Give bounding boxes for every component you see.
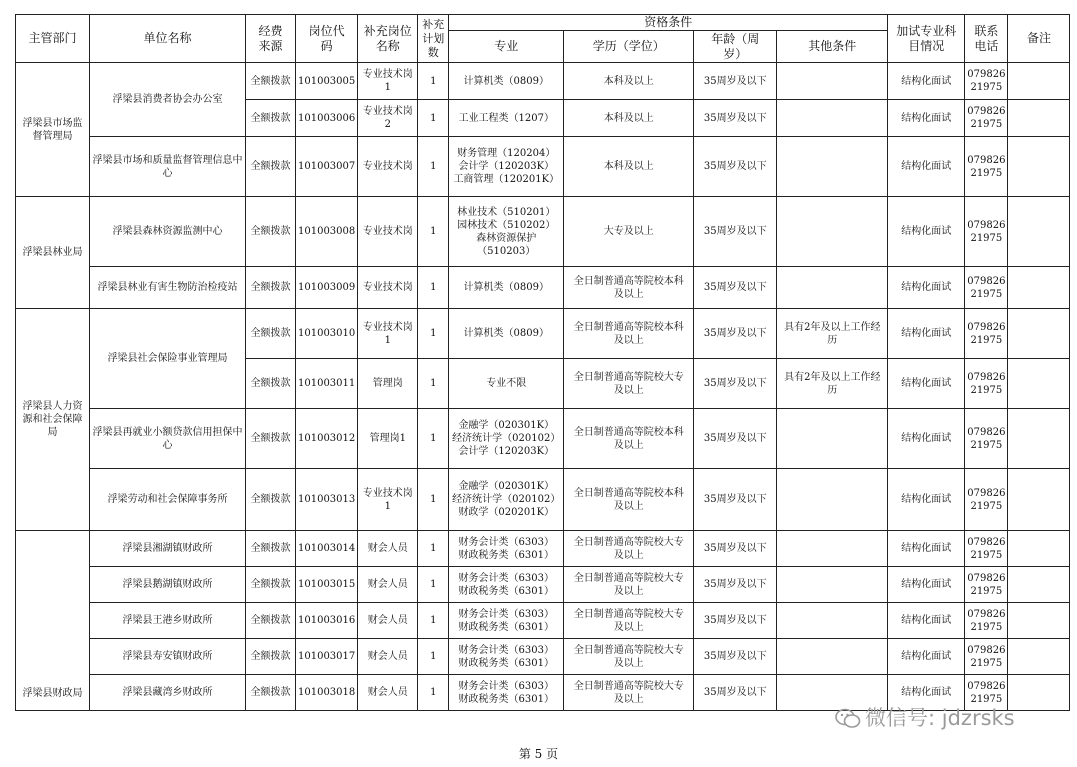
code-cell: 101003011 [296,359,358,409]
major-cell: 计算机类（0809） [449,309,564,359]
other-cell [777,603,888,639]
exam-cell: 结构化面试 [888,531,965,567]
other-cell [777,567,888,603]
watermark [835,702,1015,732]
fund-cell: 全额拨款 [246,531,296,567]
major-cell: 计算机类（0809） [449,63,564,100]
plan-cell: 1 [418,567,449,603]
remark-cell [1008,603,1070,639]
major-cell: 金融学（020301K） 经济统计学（020102） 财政学（020201K） [449,469,564,531]
age-cell: 35周岁及以下 [694,309,777,359]
code-cell: 101003010 [296,309,358,359]
post-cell: 财会人员 [358,567,418,603]
phone-cell: 079826 21975 [965,309,1008,359]
major-cell: 工业工程类（1207） [449,100,564,137]
plan-cell: 1 [418,359,449,409]
header-age: 年龄（周 岁） [694,31,777,63]
other-cell [777,197,888,267]
post-cell: 专业技术岗 [358,197,418,267]
post-cell: 专业技术岗 [358,137,418,197]
other-cell [777,100,888,137]
education-cell: 本科及以上 [564,63,694,100]
wechat-icon [835,708,861,730]
code-cell: 101003017 [296,639,358,675]
fund-cell: 全额拨款 [246,197,296,267]
post-cell: 专业技术岗 [358,267,418,309]
age-cell: 35周岁及以下 [694,63,777,100]
unit-cell: 浮梁县湘湖镇财政所 [90,531,246,567]
code-cell: 101003012 [296,409,358,469]
unit-cell: 浮梁县王港乡财政所 [90,603,246,639]
unit-cell: 浮梁县再就业小额贷款信用担保中心 [90,409,246,469]
remark-cell [1008,639,1070,675]
other-cell [777,63,888,100]
remark-cell [1008,63,1070,100]
education-cell: 大专及以上 [564,197,694,267]
education-cell: 本科及以上 [564,137,694,197]
code-cell: 101003018 [296,675,358,711]
post-cell: 专业技术岗 1 [358,469,418,531]
header-phone: 联系 电话 [965,15,1008,63]
fund-cell: 全额拨款 [246,603,296,639]
remark-cell [1008,267,1070,309]
page-number: 第 5 页 [518,747,559,761]
other-cell [777,639,888,675]
fund-cell: 全额拨款 [246,409,296,469]
plan-cell: 1 [418,603,449,639]
fund-cell: 全额拨款 [246,469,296,531]
exam-cell: 结构化面试 [888,567,965,603]
code-cell: 101003009 [296,267,358,309]
code-cell: 101003007 [296,137,358,197]
phone-cell: 079826 21975 [965,409,1008,469]
major-cell: 财务会计类（6303） 财政税务类（6301） [449,603,564,639]
education-cell: 全日制普通高等院校大专 及以上 [564,531,694,567]
age-cell: 35周岁及以下 [694,267,777,309]
exam-cell: 结构化面试 [888,309,965,359]
header-dept: 主管部门 [16,15,90,63]
education-cell: 全日制普通高等院校大专 及以上 [564,675,694,711]
plan-cell: 1 [418,675,449,711]
post-cell: 管理岗1 [358,409,418,469]
remark-cell [1008,409,1070,469]
code-cell: 101003015 [296,567,358,603]
age-cell: 35周岁及以下 [694,137,777,197]
unit-cell: 浮梁县林业有害生物防治检疫站 [90,267,246,309]
education-cell: 全日制普通高等院校大专 及以上 [564,567,694,603]
fund-cell: 全额拨款 [246,639,296,675]
fund-cell: 全额拨款 [246,137,296,197]
remark-cell [1008,567,1070,603]
plan-cell: 1 [418,409,449,469]
code-cell: 101003014 [296,531,358,567]
plan-cell: 1 [418,639,449,675]
age-cell: 35周岁及以下 [694,603,777,639]
education-cell: 全日制普通高等院校本科 及以上 [564,469,694,531]
header-code: 岗位代 码 [296,15,358,63]
major-cell: 专业不限 [449,359,564,409]
other-cell [777,469,888,531]
header-major: 专业 [449,31,564,63]
other-cell: 具有2年及以上工作经 历 [777,359,888,409]
header-exam: 加试专业科 目情况 [888,15,965,63]
post-cell: 财会人员 [358,531,418,567]
major-cell: 计算机类（0809） [449,267,564,309]
plan-cell: 1 [418,100,449,137]
unit-cell: 浮梁县消费者协会办公室 [90,63,246,137]
fund-cell: 全额拨款 [246,359,296,409]
post-cell: 专业技术岗 1 [358,63,418,100]
post-cell: 专业技术岗 2 [358,100,418,137]
age-cell: 35周岁及以下 [694,469,777,531]
education-cell: 本科及以上 [564,100,694,137]
major-cell: 财务会计类（6303） 财政税务类（6301） [449,531,564,567]
code-cell: 101003008 [296,197,358,267]
age-cell: 35周岁及以下 [694,639,777,675]
plan-cell: 1 [418,267,449,309]
unit-cell: 浮梁县市场和质量监督管理信息中心 [90,137,246,197]
phone-cell: 079826 21975 [965,603,1008,639]
remark-cell [1008,100,1070,137]
phone-cell: 079826 21975 [965,531,1008,567]
major-cell: 林业技术（510201） 园林技术（510202） 森林资源保护 （510203） [449,197,564,267]
age-cell: 35周岁及以下 [694,359,777,409]
code-cell: 101003013 [296,469,358,531]
unit-cell: 浮梁劳动和社会保障事务所 [90,469,246,531]
fund-cell: 全额拨款 [246,567,296,603]
post-cell: 专业技术岗 1 [358,309,418,359]
phone-cell: 079826 21975 [965,359,1008,409]
code-cell: 101003016 [296,603,358,639]
dept-cell: 浮梁县林业局 [16,197,90,309]
exam-cell: 结构化面试 [888,469,965,531]
dept-cell: 浮梁县人力资源和社会保障局 [16,309,90,531]
unit-cell: 浮梁县寿安镇财政所 [90,639,246,675]
education-cell: 全日制普通高等院校本科 及以上 [564,267,694,309]
post-cell: 财会人员 [358,675,418,711]
age-cell: 35周岁及以下 [694,100,777,137]
exam-cell: 结构化面试 [888,359,965,409]
unit-cell: 浮梁县森林资源监测中心 [90,197,246,267]
exam-cell: 结构化面试 [888,137,965,197]
age-cell: 35周岁及以下 [694,409,777,469]
remark-cell [1008,531,1070,567]
major-cell: 财务会计类（6303） 财政税务类（6301） [449,567,564,603]
education-cell: 全日制普通高等院校本科 及以上 [564,309,694,359]
plan-cell: 1 [418,63,449,100]
fund-cell: 全额拨款 [246,309,296,359]
header-qualifications: 资格条件 [449,15,888,31]
exam-cell: 结构化面试 [888,63,965,100]
code-cell: 101003006 [296,100,358,137]
header-post: 补充岗位 名称 [358,15,418,63]
phone-cell: 079826 21975 [965,197,1008,267]
plan-cell: 1 [418,531,449,567]
remark-cell [1008,359,1070,409]
fund-cell: 全额拨款 [246,675,296,711]
phone-cell: 079826 21975 [965,63,1008,100]
dept-cell: 浮梁县财政局 [16,531,90,711]
education-cell: 全日制普通高等院校大专 及以上 [564,639,694,675]
unit-cell: 浮梁县藏湾乡财政所 [90,675,246,711]
fund-cell: 全额拨款 [246,100,296,137]
header-education: 学历（学位） [564,31,694,63]
phone-cell: 079826 21975 [965,267,1008,309]
exam-cell: 结构化面试 [888,267,965,309]
header-other: 其他条件 [777,31,888,63]
header-unit: 单位名称 [90,15,246,63]
remark-cell [1008,137,1070,197]
dept-cell: 浮梁县市场监督管理局 [16,63,90,197]
other-cell [777,409,888,469]
exam-cell: 结构化面试 [888,409,965,469]
exam-cell: 结构化面试 [888,675,965,711]
remark-cell [1008,309,1070,359]
phone-cell: 079826 21975 [965,567,1008,603]
plan-cell: 1 [418,137,449,197]
phone-cell: 079826 21975 [965,137,1008,197]
recruitment-table [15,14,1070,711]
major-cell: 财务会计类（6303） 财政税务类（6301） [449,639,564,675]
exam-cell: 结构化面试 [888,603,965,639]
post-cell: 财会人员 [358,603,418,639]
age-cell: 35周岁及以下 [694,675,777,711]
plan-cell: 1 [418,469,449,531]
watermark-text: 微信号: jdzrsks [865,706,1015,730]
phone-cell: 079826 21975 [965,100,1008,137]
fund-cell: 全额拨款 [246,63,296,100]
code-cell: 101003005 [296,63,358,100]
phone-cell: 079826 21975 [965,469,1008,531]
phone-cell: 079826 21975 [965,639,1008,675]
plan-cell: 1 [418,309,449,359]
major-cell: 金融学（020301K） 经济统计学（020102） 会计学（120203K） [449,409,564,469]
education-cell: 全日制普通高等院校大专 及以上 [564,603,694,639]
remark-cell [1008,675,1070,711]
plan-cell: 1 [418,197,449,267]
other-cell [777,137,888,197]
other-cell: 具有2年及以上工作经 历 [777,309,888,359]
major-cell: 财务会计类（6303） 财政税务类（6301） [449,675,564,711]
header-remark: 备注 [1008,15,1070,63]
exam-cell: 结构化面试 [888,100,965,137]
other-cell [777,267,888,309]
header-fund: 经费 来源 [246,15,296,63]
exam-cell: 结构化面试 [888,639,965,675]
education-cell: 全日制普通高等院校大专 及以上 [564,359,694,409]
other-cell [777,531,888,567]
education-cell: 全日制普通高等院校本科 及以上 [564,409,694,469]
post-cell: 管理岗 [358,359,418,409]
age-cell: 35周岁及以下 [694,531,777,567]
age-cell: 35周岁及以下 [694,197,777,267]
remark-cell [1008,469,1070,531]
phone-cell: 079826 21975 [965,675,1008,711]
post-cell: 财会人员 [358,639,418,675]
header-plan: 补充 计划 数 [418,15,449,63]
remark-cell [1008,197,1070,267]
major-cell: 财务管理（120204） 会计学（120203K） 工商管理（120201K） [449,137,564,197]
age-cell: 35周岁及以下 [694,567,777,603]
unit-cell: 浮梁县鹅湖镇财政所 [90,567,246,603]
unit-cell: 浮梁县社会保险事业管理局 [90,309,246,409]
fund-cell: 全额拨款 [246,267,296,309]
exam-cell: 结构化面试 [888,197,965,267]
